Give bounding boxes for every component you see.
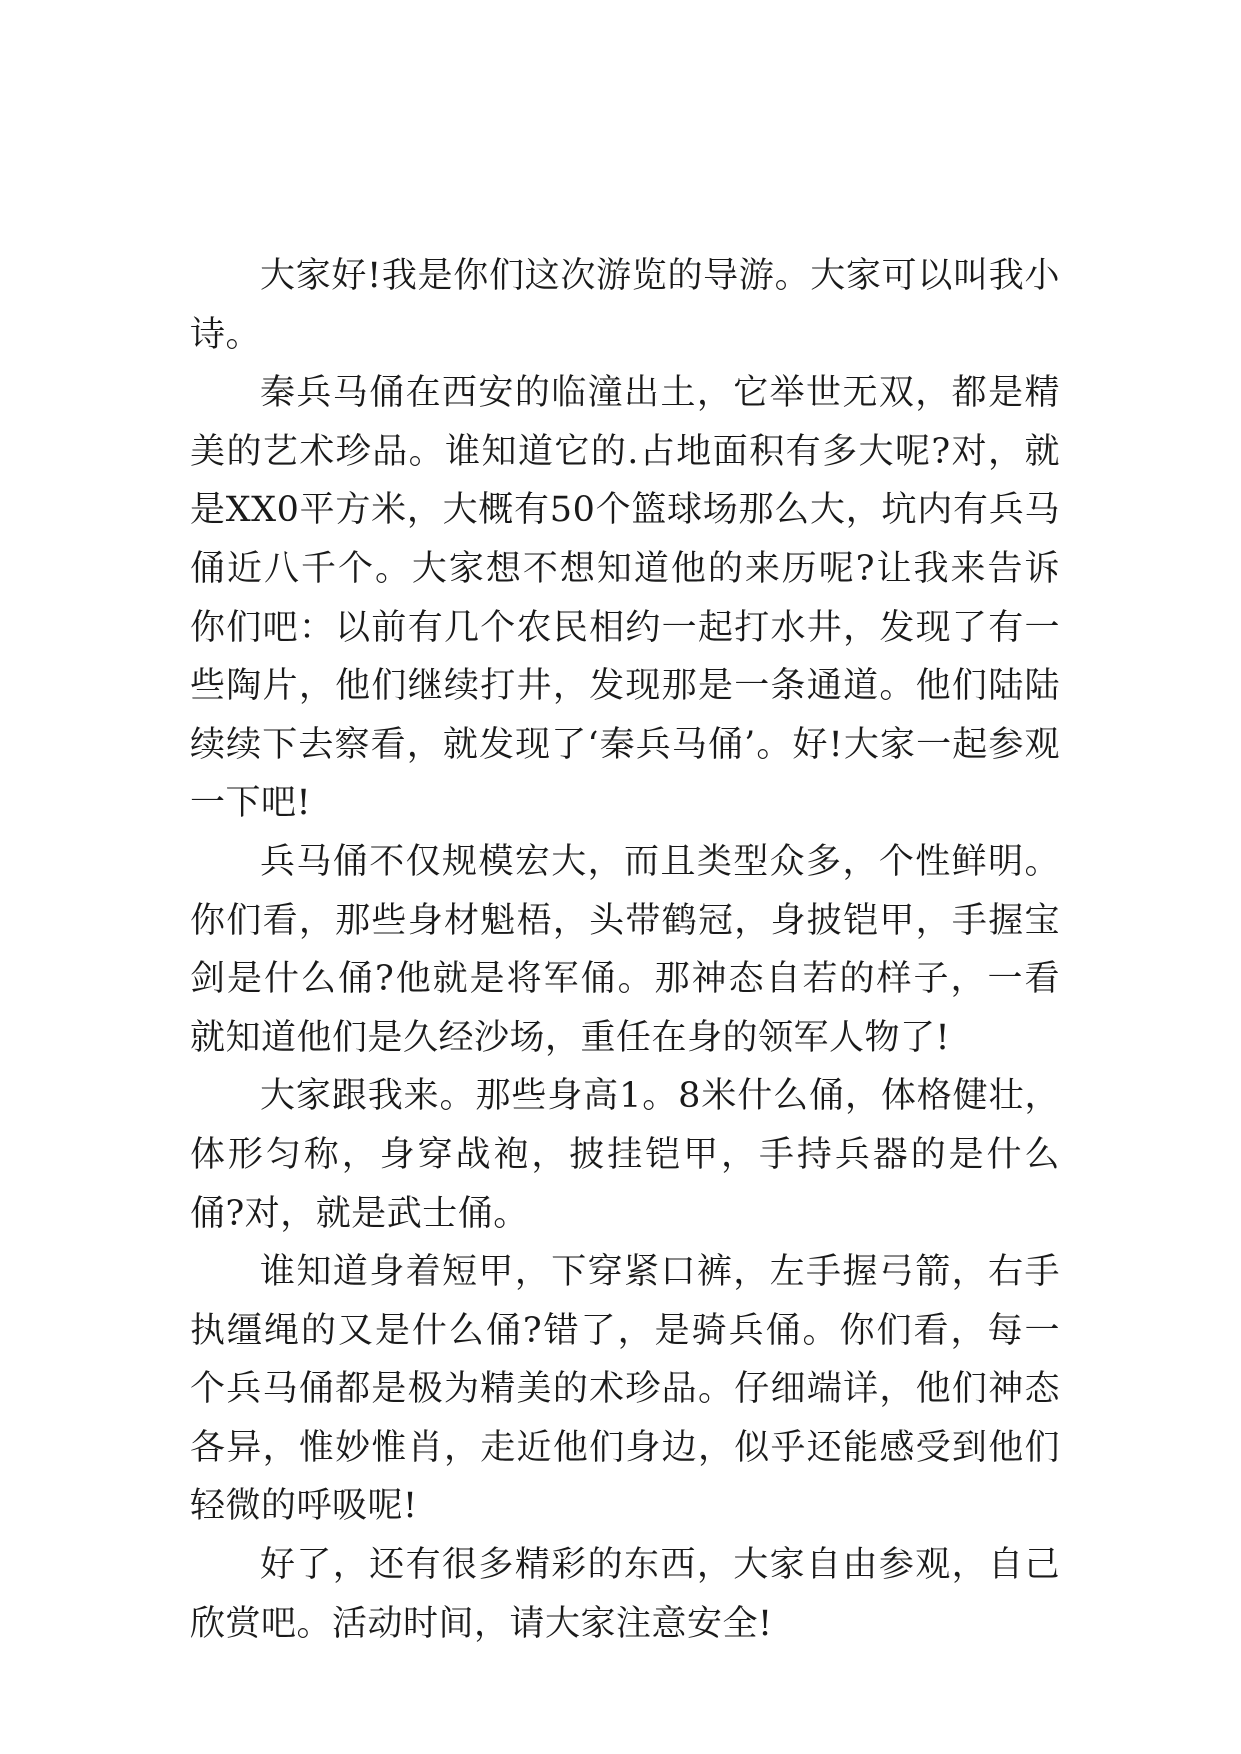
paragraph-greeting: 大家好!我是你们这次游览的导游。大家可以叫我小诗。 — [190, 256, 1060, 355]
paragraph-closing: 好了，还有很多精彩的东西，大家自由参观，自己欣赏吧。活动时间，请大家注意安全! — [190, 1545, 1060, 1644]
document-body — [190, 247, 1060, 1653]
paragraph-cavalry-figures: 谁知道身着短甲，下穿紧口裤，左手握弓箭，右手执缰绳的又是什么俑?错了，是骑兵俑。你们看，每一个兵马俑都是极为精美的术珍品。仔细端详，他们神态各异，惟妙惟肖，走近他们身边，似乎还能感受到他们轻微的呼吸呢! — [190, 1252, 1060, 1527]
paragraph-general-figures: 兵马俑不仅规模宏大，而且类型众多，个性鲜明。你们看，那些身材魁梧，头带鹤冠，身披铠甲，手握宝剑是什么俑?他就是将军俑。那神态自若的样子，一看就知道他们是久经沙场，重任在身的领军人物了! — [190, 841, 1060, 1058]
paragraph-introduction: 秦兵马俑在西安的临潼出土，它举世无双，都是精美的艺术珍品。谁知道它的.占地面积有多大呢?对，就是XX0平方米，大概有50个篮球场那么大，坑内有兵马俑近八千个。大家想不想知道他的来历呢?让我来告诉你们吧：以前有几个农民相约一起打水井，发现了有一些陶片，他们继续打井，发现那是一条通道。他们陆陆续续下去察看，就发现了‘秦兵马俑’。好!大家一起参观一下吧! — [190, 373, 1060, 824]
paragraph-warrior-figures: 大家跟我来。那些身高1。8米什么俑，体格健壮，体形匀称，身穿战袍，披挂铠甲，手持兵器的是什么俑?对，就是武士俑。 — [190, 1076, 1060, 1234]
